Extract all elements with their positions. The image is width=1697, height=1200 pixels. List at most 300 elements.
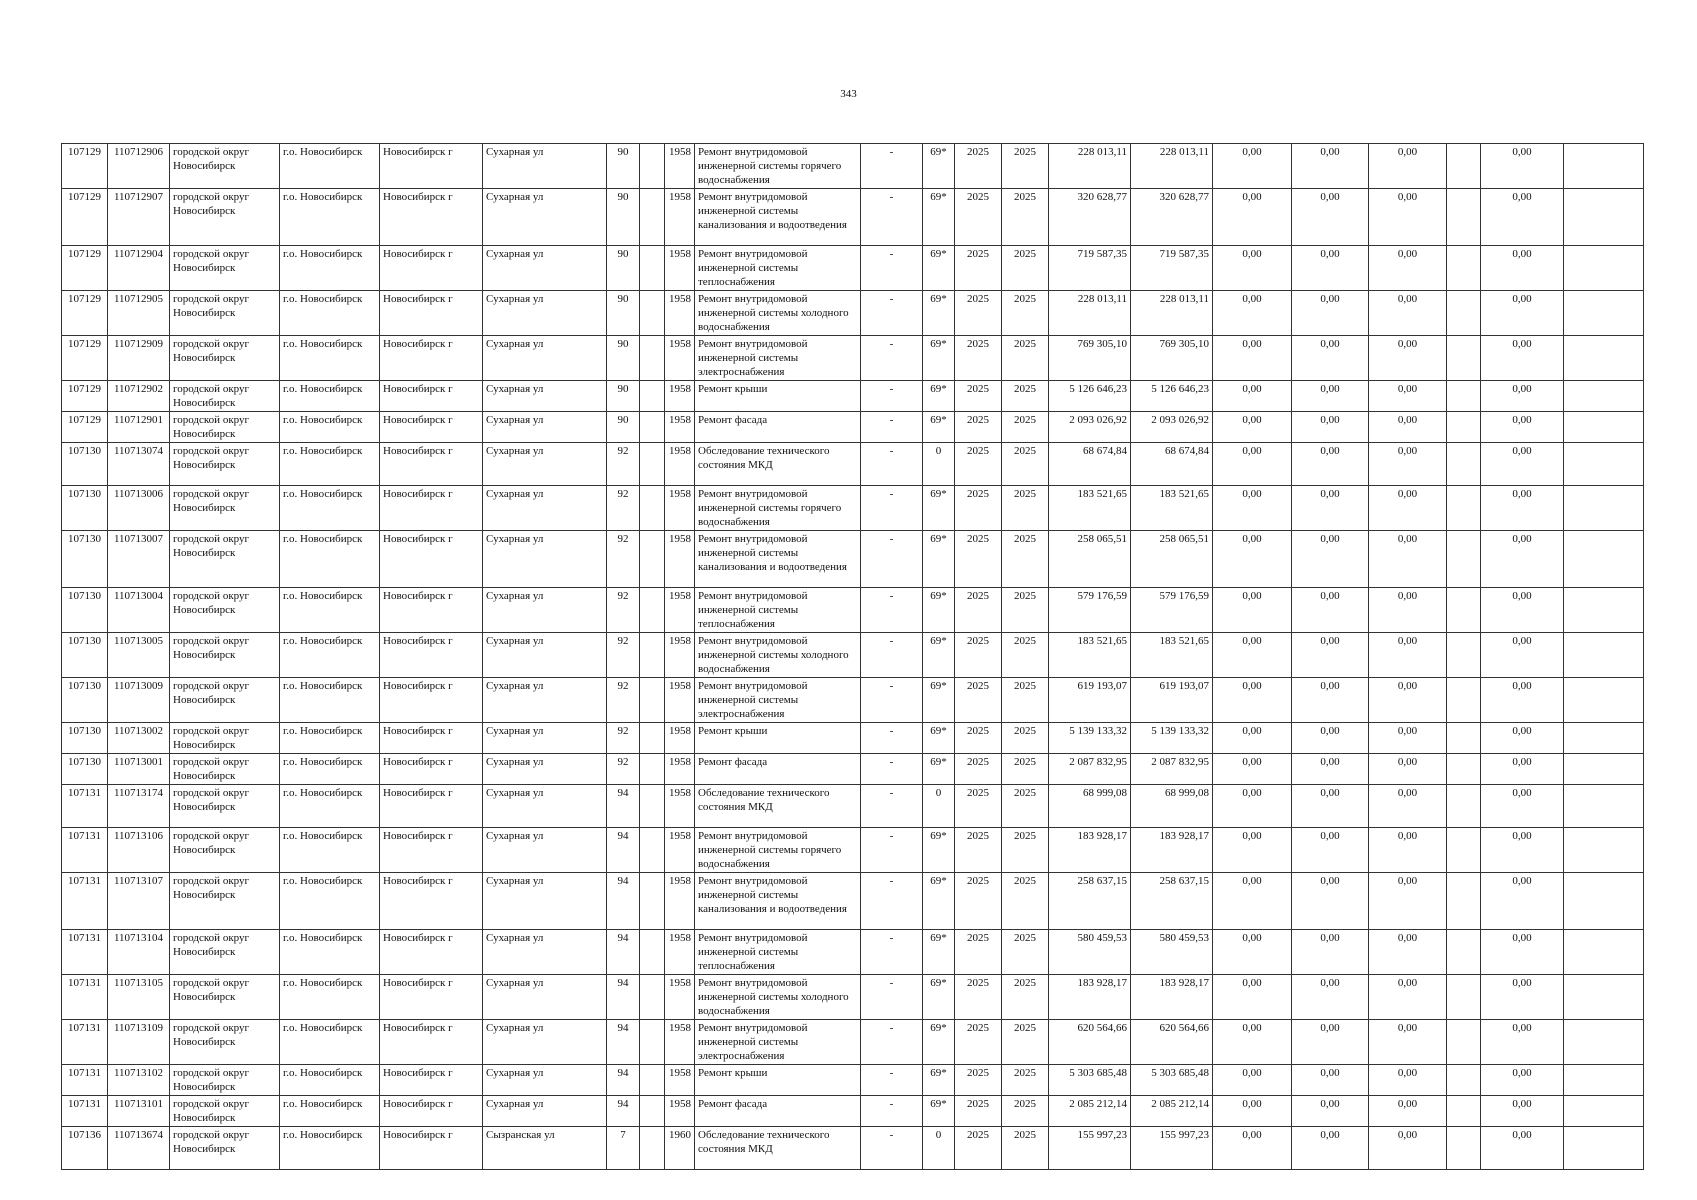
house-cell: 92 [607, 531, 640, 588]
start-year-cell: 2025 [955, 246, 1002, 291]
street-cell: Сухарная ул [483, 930, 607, 975]
last-cell [1564, 828, 1644, 873]
fund-3-cell: 0,00 [1369, 754, 1447, 785]
last-cell [1564, 588, 1644, 633]
work-code-cell: 110712909 [108, 336, 170, 381]
cost-fund-cell: 5 126 646,23 [1131, 381, 1213, 412]
settlement-type-cell: г.о. Новосибирск [280, 486, 380, 531]
work-type-cell: Ремонт внутридомовой инженерной системы канализования и водоотведения [695, 873, 861, 930]
house-cell: 90 [607, 336, 640, 381]
build-year-cell: 1958 [665, 531, 695, 588]
locality-cell: Новосибирск г [380, 144, 483, 189]
dash-cell: - [861, 412, 923, 443]
dash-cell: - [861, 723, 923, 754]
start-year-cell: 2025 [955, 678, 1002, 723]
locality-cell: Новосибирск г [380, 336, 483, 381]
house-cell: 90 [607, 189, 640, 246]
extra-cell [1447, 531, 1481, 588]
dash-cell: - [861, 531, 923, 588]
dash-cell: - [861, 291, 923, 336]
municipality-cell: городской округ Новосибирск [170, 930, 280, 975]
start-year-cell: 2025 [955, 1065, 1002, 1096]
cost-fund-cell: 2 093 026,92 [1131, 412, 1213, 443]
cost-total-cell: 580 459,53 [1049, 930, 1131, 975]
start-year-cell: 2025 [955, 828, 1002, 873]
start-year-cell: 2025 [955, 531, 1002, 588]
settlement-type-cell: г.о. Новосибирск [280, 336, 380, 381]
cost-fund-cell: 719 587,35 [1131, 246, 1213, 291]
extra-cell [1447, 144, 1481, 189]
dash-cell: - [861, 189, 923, 246]
start-year-cell: 2025 [955, 381, 1002, 412]
cost-total-cell: 620 564,66 [1049, 1020, 1131, 1065]
build-year-cell: 1958 [665, 828, 695, 873]
work-type-cell: Ремонт фасада [695, 412, 861, 443]
build-year-cell: 1958 [665, 144, 695, 189]
building-cell [640, 189, 665, 246]
work-type-cell: Ремонт внутридомовой инженерной системы теплоснабжения [695, 930, 861, 975]
house-cell: 90 [607, 381, 640, 412]
settlement-type-cell: г.о. Новосибирск [280, 754, 380, 785]
cost-fund-cell: 258 637,15 [1131, 873, 1213, 930]
house-cell: 92 [607, 633, 640, 678]
fund-2-cell: 0,00 [1292, 1096, 1369, 1127]
cost-fund-cell: 68 999,08 [1131, 785, 1213, 828]
work-type-cell: Ремонт внутридомовой инженерной системы горячего водоснабжения [695, 486, 861, 531]
fund-3-cell: 0,00 [1369, 291, 1447, 336]
work-code-cell: 110713174 [108, 785, 170, 828]
reg-number-cell: 107129 [62, 412, 108, 443]
work-type-cell: Ремонт внутридомовой инженерной системы электроснабжения [695, 1020, 861, 1065]
wear-cell: 0 [923, 443, 955, 486]
fund-1-cell: 0,00 [1213, 785, 1292, 828]
cost-fund-cell: 228 013,11 [1131, 144, 1213, 189]
fund-3-cell: 0,00 [1369, 723, 1447, 754]
street-cell: Сухарная ул [483, 678, 607, 723]
end-year-cell: 2025 [1002, 412, 1049, 443]
municipality-cell: городской округ Новосибирск [170, 678, 280, 723]
locality-cell: Новосибирск г [380, 531, 483, 588]
settlement-type-cell: г.о. Новосибирск [280, 381, 380, 412]
house-cell: 94 [607, 975, 640, 1020]
work-type-cell: Ремонт фасада [695, 1096, 861, 1127]
extra-cell [1447, 754, 1481, 785]
building-cell [640, 412, 665, 443]
end-year-cell: 2025 [1002, 1065, 1049, 1096]
street-cell: Сухарная ул [483, 723, 607, 754]
work-type-cell: Обследование технического состояния МКД [695, 443, 861, 486]
last-cell [1564, 291, 1644, 336]
dash-cell: - [861, 678, 923, 723]
build-year-cell: 1958 [665, 412, 695, 443]
extra-cell [1447, 412, 1481, 443]
build-year-cell: 1958 [665, 1065, 695, 1096]
table-row [62, 828, 1644, 873]
end-year-cell: 2025 [1002, 588, 1049, 633]
fund-4-cell: 0,00 [1481, 336, 1564, 381]
fund-1-cell: 0,00 [1213, 531, 1292, 588]
street-cell: Сухарная ул [483, 754, 607, 785]
extra-cell [1447, 785, 1481, 828]
cost-fund-cell: 228 013,11 [1131, 291, 1213, 336]
wear-cell: 69* [923, 144, 955, 189]
fund-4-cell: 0,00 [1481, 1127, 1564, 1170]
extra-cell [1447, 633, 1481, 678]
settlement-type-cell: г.о. Новосибирск [280, 723, 380, 754]
settlement-type-cell: г.о. Новосибирск [280, 1127, 380, 1170]
settlement-type-cell: г.о. Новосибирск [280, 930, 380, 975]
work-type-cell: Ремонт крыши [695, 1065, 861, 1096]
wear-cell: 69* [923, 336, 955, 381]
work-code-cell: 110713007 [108, 531, 170, 588]
cost-total-cell: 68 999,08 [1049, 785, 1131, 828]
end-year-cell: 2025 [1002, 144, 1049, 189]
fund-3-cell: 0,00 [1369, 246, 1447, 291]
extra-cell [1447, 930, 1481, 975]
municipality-cell: городской округ Новосибирск [170, 336, 280, 381]
fund-1-cell: 0,00 [1213, 144, 1292, 189]
street-cell: Сухарная ул [483, 144, 607, 189]
last-cell [1564, 246, 1644, 291]
fund-1-cell: 0,00 [1213, 336, 1292, 381]
table-row [62, 588, 1644, 633]
fund-4-cell: 0,00 [1481, 1096, 1564, 1127]
street-cell: Сухарная ул [483, 1020, 607, 1065]
fund-2-cell: 0,00 [1292, 412, 1369, 443]
cost-total-cell: 719 587,35 [1049, 246, 1131, 291]
street-cell: Сухарная ул [483, 873, 607, 930]
table-row [62, 443, 1644, 486]
locality-cell: Новосибирск г [380, 873, 483, 930]
reg-number-cell: 107129 [62, 291, 108, 336]
start-year-cell: 2025 [955, 486, 1002, 531]
locality-cell: Новосибирск г [380, 723, 483, 754]
work-type-cell: Ремонт внутридомовой инженерной системы канализования и водоотведения [695, 189, 861, 246]
last-cell [1564, 144, 1644, 189]
cost-total-cell: 183 521,65 [1049, 633, 1131, 678]
municipality-cell: городской округ Новосибирск [170, 785, 280, 828]
cost-fund-cell: 183 521,65 [1131, 633, 1213, 678]
fund-2-cell: 0,00 [1292, 246, 1369, 291]
end-year-cell: 2025 [1002, 1020, 1049, 1065]
cost-fund-cell: 68 674,84 [1131, 443, 1213, 486]
start-year-cell: 2025 [955, 144, 1002, 189]
cost-fund-cell: 5 139 133,32 [1131, 723, 1213, 754]
settlement-type-cell: г.о. Новосибирск [280, 785, 380, 828]
work-type-cell: Ремонт фасада [695, 754, 861, 785]
work-code-cell: 110712901 [108, 412, 170, 443]
register-table [61, 143, 1644, 1170]
dash-cell: - [861, 785, 923, 828]
reg-number-cell: 107131 [62, 930, 108, 975]
street-cell: Сухарная ул [483, 381, 607, 412]
table-row [62, 412, 1644, 443]
municipality-cell: городской округ Новосибирск [170, 633, 280, 678]
build-year-cell: 1958 [665, 443, 695, 486]
municipality-cell: городской округ Новосибирск [170, 291, 280, 336]
build-year-cell: 1958 [665, 754, 695, 785]
dash-cell: - [861, 1020, 923, 1065]
building-cell [640, 828, 665, 873]
reg-number-cell: 107130 [62, 678, 108, 723]
extra-cell [1447, 1096, 1481, 1127]
work-code-cell: 110713109 [108, 1020, 170, 1065]
building-cell [640, 873, 665, 930]
fund-2-cell: 0,00 [1292, 678, 1369, 723]
street-cell: Сухарная ул [483, 412, 607, 443]
wear-cell: 69* [923, 723, 955, 754]
end-year-cell: 2025 [1002, 486, 1049, 531]
locality-cell: Новосибирск г [380, 785, 483, 828]
fund-2-cell: 0,00 [1292, 785, 1369, 828]
table-row [62, 291, 1644, 336]
reg-number-cell: 107129 [62, 144, 108, 189]
last-cell [1564, 633, 1644, 678]
last-cell [1564, 873, 1644, 930]
end-year-cell: 2025 [1002, 633, 1049, 678]
fund-1-cell: 0,00 [1213, 633, 1292, 678]
end-year-cell: 2025 [1002, 828, 1049, 873]
fund-2-cell: 0,00 [1292, 486, 1369, 531]
work-type-cell: Ремонт внутридомовой инженерной системы теплоснабжения [695, 246, 861, 291]
register-body [62, 144, 1644, 1170]
fund-4-cell: 0,00 [1481, 633, 1564, 678]
work-type-cell: Ремонт внутридомовой инженерной системы канализования и водоотведения [695, 531, 861, 588]
cost-total-cell: 155 997,23 [1049, 1127, 1131, 1170]
fund-3-cell: 0,00 [1369, 930, 1447, 975]
reg-number-cell: 107129 [62, 246, 108, 291]
cost-fund-cell: 2 087 832,95 [1131, 754, 1213, 785]
street-cell: Сухарная ул [483, 336, 607, 381]
wear-cell: 69* [923, 633, 955, 678]
reg-number-cell: 107131 [62, 1096, 108, 1127]
fund-2-cell: 0,00 [1292, 291, 1369, 336]
build-year-cell: 1958 [665, 291, 695, 336]
building-cell [640, 246, 665, 291]
work-code-cell: 110713006 [108, 486, 170, 531]
reg-number-cell: 107131 [62, 1065, 108, 1096]
municipality-cell: городской округ Новосибирск [170, 381, 280, 412]
table-row [62, 1020, 1644, 1065]
building-cell [640, 1096, 665, 1127]
build-year-cell: 1960 [665, 1127, 695, 1170]
extra-cell [1447, 336, 1481, 381]
cost-total-cell: 2 087 832,95 [1049, 754, 1131, 785]
cost-total-cell: 68 674,84 [1049, 443, 1131, 486]
reg-number-cell: 107130 [62, 531, 108, 588]
build-year-cell: 1958 [665, 785, 695, 828]
municipality-cell: городской округ Новосибирск [170, 1096, 280, 1127]
fund-1-cell: 0,00 [1213, 1065, 1292, 1096]
municipality-cell: городской округ Новосибирск [170, 754, 280, 785]
locality-cell: Новосибирск г [380, 1020, 483, 1065]
start-year-cell: 2025 [955, 873, 1002, 930]
table-row [62, 381, 1644, 412]
reg-number-cell: 107131 [62, 1020, 108, 1065]
fund-1-cell: 0,00 [1213, 412, 1292, 443]
table-row [62, 723, 1644, 754]
work-type-cell: Ремонт внутридомовой инженерной системы холодного водоснабжения [695, 975, 861, 1020]
street-cell: Сухарная ул [483, 291, 607, 336]
work-code-cell: 110713009 [108, 678, 170, 723]
work-code-cell: 110713102 [108, 1065, 170, 1096]
dash-cell: - [861, 381, 923, 412]
locality-cell: Новосибирск г [380, 633, 483, 678]
fund-2-cell: 0,00 [1292, 381, 1369, 412]
locality-cell: Новосибирск г [380, 381, 483, 412]
settlement-type-cell: г.о. Новосибирск [280, 531, 380, 588]
extra-cell [1447, 1020, 1481, 1065]
fund-3-cell: 0,00 [1369, 588, 1447, 633]
extra-cell [1447, 588, 1481, 633]
wear-cell: 69* [923, 381, 955, 412]
wear-cell: 69* [923, 828, 955, 873]
table-row [62, 1127, 1644, 1170]
locality-cell: Новосибирск г [380, 588, 483, 633]
work-code-cell: 110713104 [108, 930, 170, 975]
work-type-cell: Ремонт внутридомовой инженерной системы холодного водоснабжения [695, 633, 861, 678]
settlement-type-cell: г.о. Новосибирск [280, 1096, 380, 1127]
fund-2-cell: 0,00 [1292, 144, 1369, 189]
dash-cell: - [861, 588, 923, 633]
work-code-cell: 110713001 [108, 754, 170, 785]
extra-cell [1447, 828, 1481, 873]
house-cell: 90 [607, 291, 640, 336]
fund-3-cell: 0,00 [1369, 144, 1447, 189]
last-cell [1564, 336, 1644, 381]
fund-3-cell: 0,00 [1369, 443, 1447, 486]
extra-cell [1447, 189, 1481, 246]
start-year-cell: 2025 [955, 1020, 1002, 1065]
wear-cell: 69* [923, 1020, 955, 1065]
fund-2-cell: 0,00 [1292, 588, 1369, 633]
end-year-cell: 2025 [1002, 873, 1049, 930]
work-type-cell: Ремонт крыши [695, 381, 861, 412]
last-cell [1564, 189, 1644, 246]
reg-number-cell: 107131 [62, 873, 108, 930]
house-cell: 92 [607, 678, 640, 723]
cost-total-cell: 183 928,17 [1049, 975, 1131, 1020]
fund-1-cell: 0,00 [1213, 443, 1292, 486]
cost-fund-cell: 2 085 212,14 [1131, 1096, 1213, 1127]
wear-cell: 69* [923, 588, 955, 633]
settlement-type-cell: г.о. Новосибирск [280, 828, 380, 873]
dash-cell: - [861, 975, 923, 1020]
table-row [62, 785, 1644, 828]
cost-total-cell: 183 521,65 [1049, 486, 1131, 531]
wear-cell: 69* [923, 975, 955, 1020]
settlement-type-cell: г.о. Новосибирск [280, 144, 380, 189]
start-year-cell: 2025 [955, 785, 1002, 828]
reg-number-cell: 107129 [62, 336, 108, 381]
extra-cell [1447, 443, 1481, 486]
cost-fund-cell: 155 997,23 [1131, 1127, 1213, 1170]
street-cell: Сухарная ул [483, 246, 607, 291]
end-year-cell: 2025 [1002, 189, 1049, 246]
fund-3-cell: 0,00 [1369, 1020, 1447, 1065]
table-row [62, 336, 1644, 381]
work-code-cell: 110713106 [108, 828, 170, 873]
fund-2-cell: 0,00 [1292, 930, 1369, 975]
street-cell: Сухарная ул [483, 443, 607, 486]
end-year-cell: 2025 [1002, 443, 1049, 486]
work-code-cell: 110712907 [108, 189, 170, 246]
municipality-cell: городской округ Новосибирск [170, 412, 280, 443]
wear-cell: 69* [923, 531, 955, 588]
wear-cell: 69* [923, 930, 955, 975]
last-cell [1564, 1020, 1644, 1065]
end-year-cell: 2025 [1002, 975, 1049, 1020]
start-year-cell: 2025 [955, 723, 1002, 754]
street-cell: Сухарная ул [483, 785, 607, 828]
reg-number-cell: 107130 [62, 443, 108, 486]
build-year-cell: 1958 [665, 336, 695, 381]
wear-cell: 69* [923, 246, 955, 291]
start-year-cell: 2025 [955, 754, 1002, 785]
fund-4-cell: 0,00 [1481, 754, 1564, 785]
reg-number-cell: 107129 [62, 189, 108, 246]
fund-1-cell: 0,00 [1213, 754, 1292, 785]
work-code-cell: 110713105 [108, 975, 170, 1020]
settlement-type-cell: г.о. Новосибирск [280, 588, 380, 633]
last-cell [1564, 754, 1644, 785]
work-type-cell: Обследование технического состояния МКД [695, 785, 861, 828]
build-year-cell: 1958 [665, 588, 695, 633]
locality-cell: Новосибирск г [380, 291, 483, 336]
fund-1-cell: 0,00 [1213, 291, 1292, 336]
fund-3-cell: 0,00 [1369, 381, 1447, 412]
settlement-type-cell: г.о. Новосибирск [280, 873, 380, 930]
house-cell: 94 [607, 873, 640, 930]
table-row [62, 873, 1644, 930]
fund-1-cell: 0,00 [1213, 1096, 1292, 1127]
street-cell: Сухарная ул [483, 828, 607, 873]
work-type-cell: Ремонт внутридомовой инженерной системы горячего водоснабжения [695, 144, 861, 189]
table-row [62, 930, 1644, 975]
end-year-cell: 2025 [1002, 1096, 1049, 1127]
building-cell [640, 588, 665, 633]
cost-total-cell: 258 065,51 [1049, 531, 1131, 588]
building-cell [640, 975, 665, 1020]
cost-fund-cell: 183 521,65 [1131, 486, 1213, 531]
settlement-type-cell: г.о. Новосибирск [280, 246, 380, 291]
dash-cell: - [861, 144, 923, 189]
build-year-cell: 1958 [665, 975, 695, 1020]
cost-total-cell: 2 093 026,92 [1049, 412, 1131, 443]
locality-cell: Новосибирск г [380, 246, 483, 291]
fund-4-cell: 0,00 [1481, 1065, 1564, 1096]
fund-4-cell: 0,00 [1481, 443, 1564, 486]
locality-cell: Новосибирск г [380, 412, 483, 443]
wear-cell: 69* [923, 1065, 955, 1096]
municipality-cell: городской округ Новосибирск [170, 873, 280, 930]
fund-1-cell: 0,00 [1213, 723, 1292, 754]
table-row [62, 486, 1644, 531]
cost-total-cell: 5 126 646,23 [1049, 381, 1131, 412]
building-cell [640, 336, 665, 381]
locality-cell: Новосибирск г [380, 678, 483, 723]
reg-number-cell: 107130 [62, 588, 108, 633]
fund-4-cell: 0,00 [1481, 785, 1564, 828]
fund-3-cell: 0,00 [1369, 828, 1447, 873]
locality-cell: Новосибирск г [380, 930, 483, 975]
fund-4-cell: 0,00 [1481, 1020, 1564, 1065]
fund-3-cell: 0,00 [1369, 1096, 1447, 1127]
reg-number-cell: 107131 [62, 975, 108, 1020]
dash-cell: - [861, 246, 923, 291]
last-cell [1564, 381, 1644, 412]
fund-1-cell: 0,00 [1213, 930, 1292, 975]
